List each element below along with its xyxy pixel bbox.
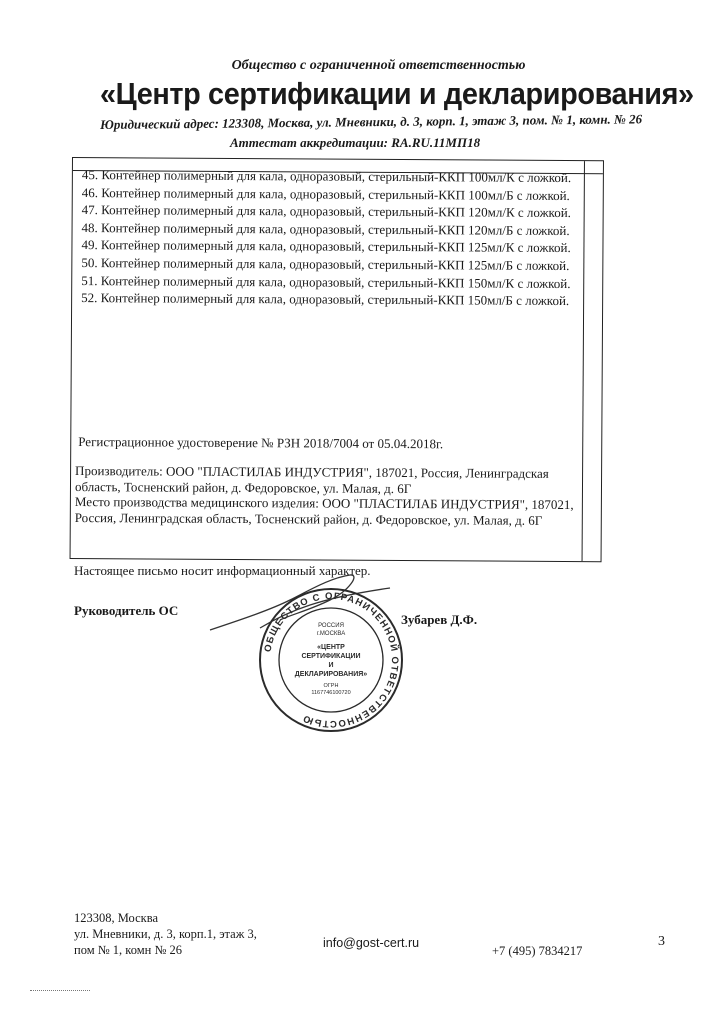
list-item: 49. Контейнер полимерный для кала, одноразовый, стерильный-ККП 125мл/К с ложкой. <box>81 237 571 256</box>
stamp-country: РОССИЯ <box>318 623 344 629</box>
header-org-type: Общество с ограниченной ответственностью <box>231 58 526 73</box>
list-item: 51. Контейнер полимерный для кала, одноразовый, стерильный-ККП 150мл/К с ложкой. <box>81 272 571 291</box>
stamp-name-line: СЕРТИФИКАЦИИ <box>301 653 361 660</box>
page-number: 3 <box>658 934 665 949</box>
organization-stamp <box>256 585 406 735</box>
stamp-name-line: ДЕКЛАРИРОВАНИЯ» <box>294 671 368 678</box>
items-list <box>81 168 577 312</box>
footer-address-line: ул. Мневники, д. 3, корп.1, этаж 3, <box>74 927 257 941</box>
list-item: 46. Контейнер полимерный для кала, одноразовый, стерильный-ККП 100мл/Б с ложкой. <box>81 184 570 203</box>
stamp-ogrn: 1167746100720 <box>311 690 351 696</box>
stamp-ogrn-label: ОГРН <box>323 683 339 689</box>
scan-artifact <box>30 990 90 991</box>
registration-certificate: Регистрационное удостоверение № РЗН 2018/7004 от 05.04.2018г. <box>78 434 444 452</box>
signatory-name: Зубарев Д.Ф. <box>401 612 478 627</box>
table-column-divider <box>582 161 585 561</box>
footer-email: info@gost-cert.ru <box>323 936 420 950</box>
footer-phone: +7 (495) 7834217 <box>492 944 583 958</box>
stamp-name-line: «ЦЕНТР <box>317 644 345 651</box>
header-accreditation: Аттестат аккредитации: RA.RU.11МП18 <box>230 135 481 150</box>
list-item: 45. Контейнер полимерный для кала, одноразовый, стерильный-ККП 100мл/К с ложкой. <box>81 167 572 186</box>
list-item: 47. Контейнер полимерный для кала, одноразовый, стерильный-ККП 120мл/К с ложкой. <box>81 202 571 221</box>
items-table <box>70 157 604 562</box>
footer-address-line: 123308, Москва <box>74 911 159 925</box>
header-org-name: «Центр сертификации и декларирования» <box>100 76 694 111</box>
footer-address-line: пом № 1, комн № 26 <box>74 943 183 957</box>
list-item: 52. Контейнер полимерный для кала, одноразовый, стерильный-ККП 150мл/Б с ложкой. <box>81 290 570 309</box>
info-note: Настоящее письмо носит информационный характер. <box>74 563 371 578</box>
manufacturer-text: Производитель: ООО "ПЛАСТИЛАБ ИНДУСТРИЯ", 187021, Россия, Ленинградская область, Тосненский район, д. Федоровское, ул. Малая, д. 6Г <box>74 463 549 496</box>
production-place-text: Место производства медицинского изделия: ООО "ПЛАСТИЛАБ ИНДУСТРИЯ", 187021, Россия, Ленинградская область, Тосненский район, д. Федоровское, ул. Малая, д. 6Г <box>74 494 574 528</box>
manufacturer-block <box>75 463 575 528</box>
footer-address <box>74 910 257 958</box>
list-item: 50. Контейнер полимерный для кала, одноразовый, стерильный-ККП 125мл/Б с ложкой. <box>81 255 570 274</box>
stamp-name-line: И <box>328 662 334 669</box>
stamp-city: г.МОСКВА <box>316 631 346 637</box>
header-legal-address: Юридический адрес: 123308, Москва, ул. Мневники, д. 3, корп. 1, этаж 3, пом. № 1, комн. № 26 <box>100 111 643 132</box>
list-item: 48. Контейнер полимерный для кала, одноразовый, стерильный-ККП 120мл/Б с ложкой. <box>81 219 570 238</box>
stamp-ring-text: ОБЩЕСТВО С ОГРАНИЧЕННОЙ ОТВЕТСТВЕННОСТЬЮ <box>262 590 401 730</box>
signatory-role: Руководитель ОС <box>74 603 179 618</box>
